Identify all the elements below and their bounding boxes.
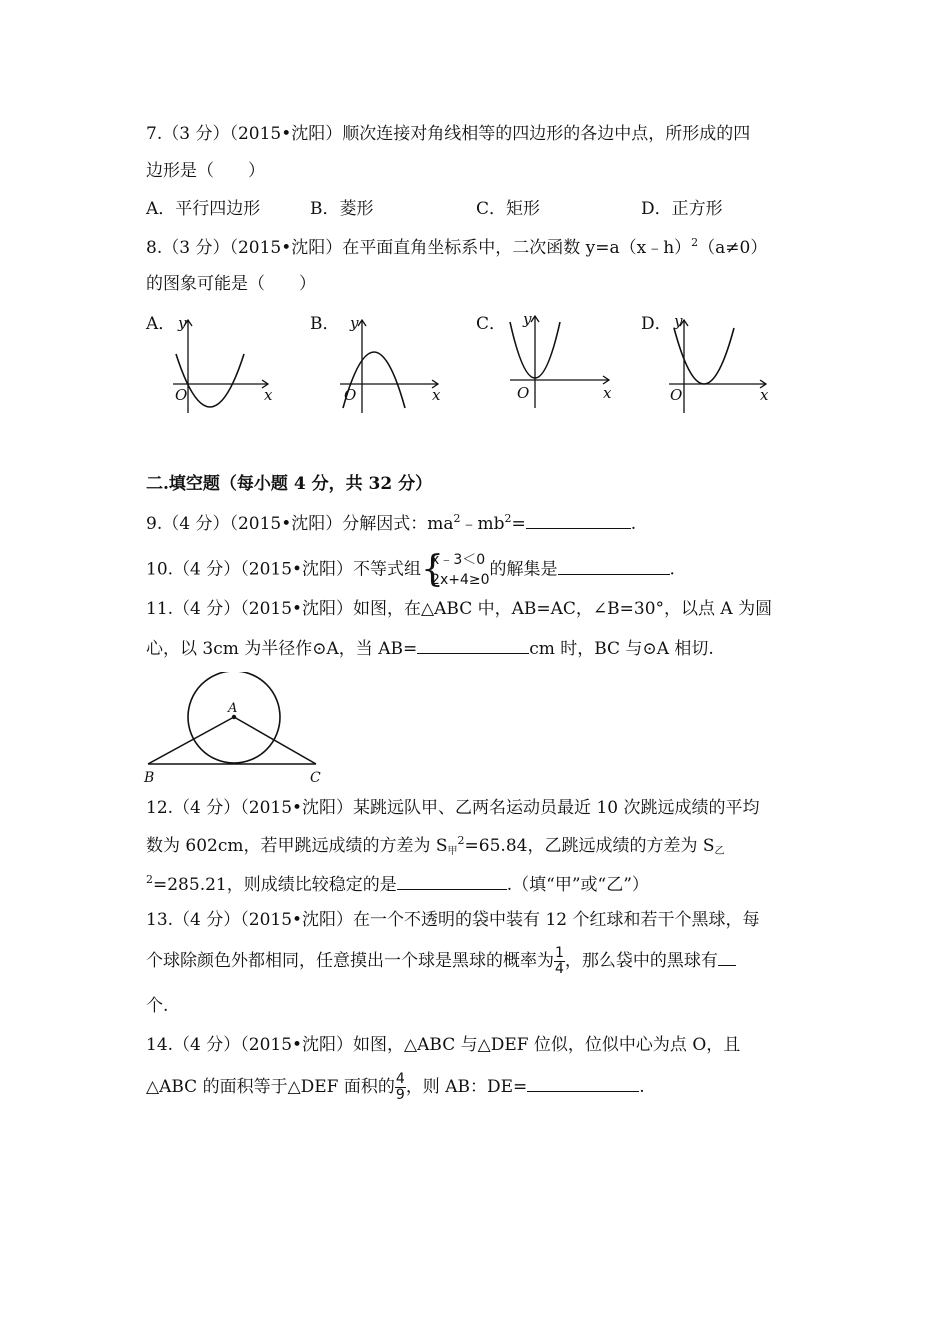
q7-option-c: C．矩形	[476, 199, 541, 219]
x-label: x	[264, 386, 273, 404]
x-label: x	[603, 384, 612, 402]
inequality-system: { x﹣3＜0 2x+4≥0	[421, 550, 489, 590]
fraction: $\frac{4}{9}$	[395, 1071, 405, 1103]
q11-figure	[140, 672, 340, 787]
q8-option-d: D．	[641, 314, 672, 334]
q7-option-a: A．平行四边形	[146, 199, 261, 219]
q14-line2: △ABC 的面积等于△DEF 面积的 $\frac{4}{9}$ ，则 AB：DE= .	[146, 1071, 645, 1103]
q13-line1: 13.（4 分）（2015•沈阳）在一个不透明的袋中装有 12 个红球和若干个黑球，每	[146, 910, 760, 930]
q8-option-c: C．	[476, 314, 507, 334]
answer-blank	[527, 1073, 639, 1092]
origin-label: O	[344, 386, 357, 404]
answer-blank	[417, 635, 529, 654]
q8-line1: 8.（3 分）（2015•沈阳）在平面直角坐标系中，二次函数 y=a（x﹣h）$^2$（a≠0）	[146, 236, 768, 258]
q8-graph-d	[664, 308, 774, 418]
x-label: x	[760, 386, 769, 404]
q14-line1: 14.（4 分）（2015•沈阳）如图，△ABC 与△DEF 位似，位似中心为点 O，且	[146, 1035, 741, 1055]
q12-line1: 12.（4 分）（2015•沈阳）某跳远队甲、乙两名运动员最近 10 次跳远成绩的平均	[146, 798, 760, 818]
label-b: B	[144, 770, 155, 786]
q9-line: 9.（4 分）（2015•沈阳）分解因式：$ma^2﹣mb^2=$ .	[146, 512, 637, 534]
q8-graph-b	[338, 308, 448, 418]
origin-label: O	[670, 386, 683, 404]
answer-blank	[718, 947, 736, 966]
parabola-curve	[674, 328, 734, 384]
answer-blank	[526, 510, 631, 529]
q12-line2: 数为 602cm，若甲跳远成绩的方差为 $S_甲^2=65.84$，乙跳远成绩的方差为 $S_乙$	[146, 834, 725, 857]
y-label: y	[350, 314, 359, 332]
y-label: y	[674, 312, 683, 330]
q8-graph-c	[505, 308, 615, 418]
q7-line1: 7.（3 分）（2015•沈阳）顺次连接对角线相等的四边形的各边中点，所形成的四	[146, 124, 751, 144]
q8-line2: 的图象可能是（ ）	[146, 274, 316, 294]
x-label: x	[432, 386, 441, 404]
section-title: 二.填空题（每小题 4 分，共 32 分）	[146, 474, 433, 494]
q7-option-b: B．菱形	[310, 199, 374, 219]
answer-blank	[558, 556, 670, 575]
y-label: y	[178, 314, 187, 332]
label-a: A	[228, 701, 238, 716]
brace-icon: {	[421, 549, 444, 590]
label-c: C	[310, 770, 321, 786]
origin-label: O	[517, 384, 530, 402]
q7-option-d: D．正方形	[641, 199, 723, 219]
q8-option-b: B．	[310, 314, 340, 334]
fraction: $\frac{1}{4}$	[555, 945, 564, 977]
q13-line3: 个.	[146, 996, 169, 1016]
q8-option-a: A．	[146, 314, 176, 334]
q10-line: 10.（4 分）（2015•沈阳）不等式组 { x﹣3＜0 2x+4≥0 的解集是 .	[146, 550, 675, 590]
answer-blank	[397, 871, 507, 890]
q11-line1: 11.（4 分）（2015•沈阳）如图，在△ABC 中，AB=AC，∠B=30°，以点 A 为圆	[146, 599, 773, 619]
q7-line2: 边形是（ ）	[146, 161, 265, 181]
y-label: y	[523, 310, 532, 328]
origin-label: O	[175, 386, 188, 404]
q12-line3: $^2$=285.21，则成绩比较稳定的是 .（填“甲”或“乙”）	[146, 873, 649, 895]
q11-line2: 心，以 3cm 为半径作⊙A，当 AB= cm 时，BC 与⊙A 相切.	[146, 635, 714, 661]
q8-graph-a	[168, 308, 278, 418]
segment-ac	[234, 717, 316, 764]
q13-line2: 个球除颜色外都相同，任意摸出一个球是黑球的概率为 $\frac{1}{4}$ ，那么袋中的黑球有	[146, 946, 736, 977]
segment-ab	[148, 717, 234, 764]
